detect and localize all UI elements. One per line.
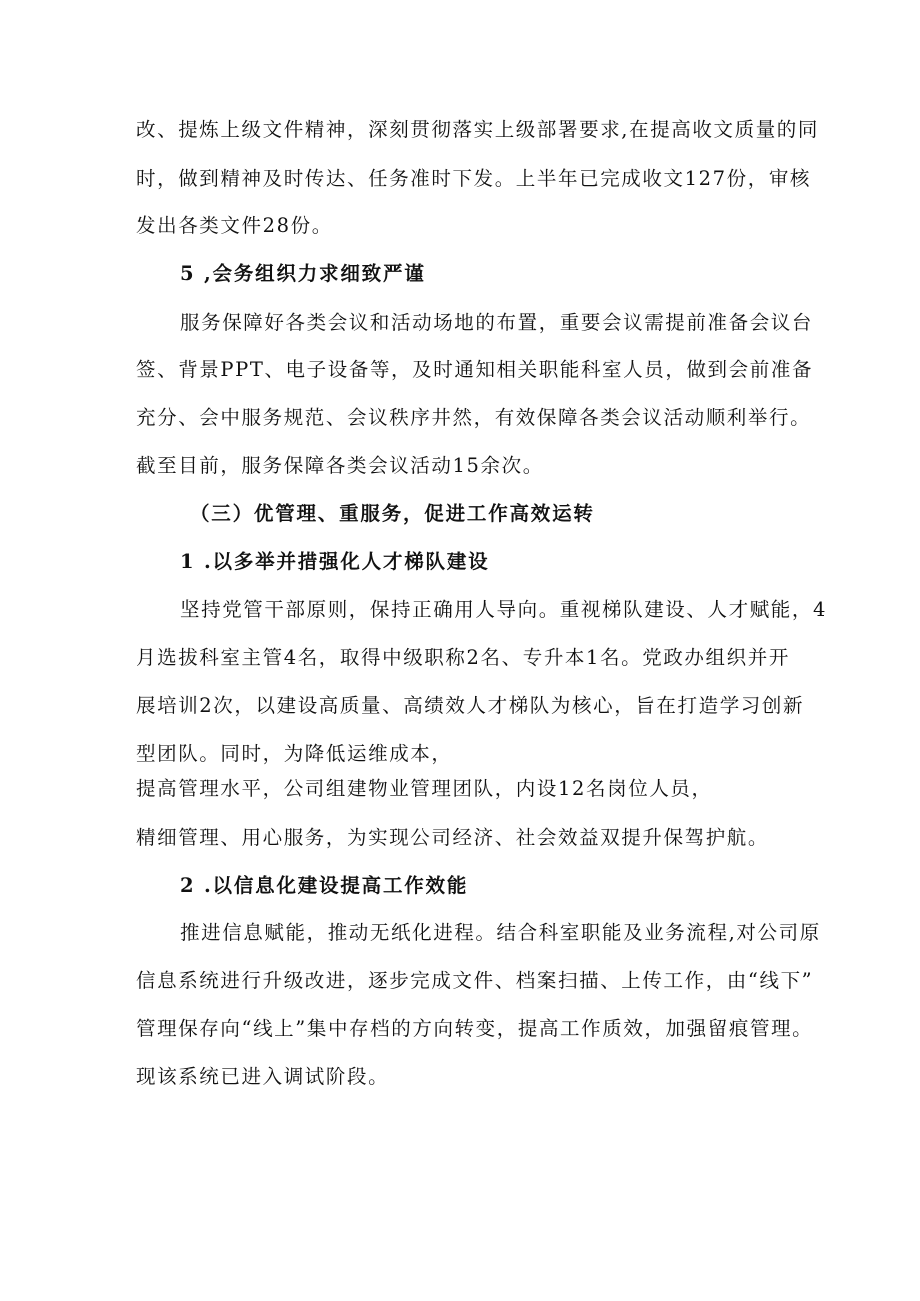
paragraph-line: 改、提炼上级文件精神，深刻贯彻落实上级部署要求,在提高收文质量的同 bbox=[136, 118, 819, 141]
paragraph-line: 坚持党管干部原则，保持正确用人导向。重视梯队建设、人才赋能，4 bbox=[180, 598, 828, 621]
section-heading-1: 1 .以多举并措强化人才梯队建设 bbox=[180, 550, 490, 573]
section-heading-2: 2 .以信息化建设提高工作效能 bbox=[180, 874, 469, 897]
paragraph-line: 推进信息赋能，推动无纸化进程。结合科室职能及业务流程,对公司原 bbox=[180, 921, 821, 944]
paragraph-line: 型团队。同时，为降低运维成本， bbox=[136, 742, 453, 765]
paragraph-line: 提高管理水平，公司组建物业管理团队，内设12名岗位人员， bbox=[136, 777, 713, 800]
paragraph-line: 月选拔科室主管4名，取得中级职称2名、专升本1名。党政办组织并开 bbox=[136, 646, 790, 669]
paragraph-line: 现该系统已进入调试阶段。 bbox=[136, 1065, 390, 1088]
paragraph-line: 时，做到精神及时传达、任务准时下发。上半年已完成收文127份，审核 bbox=[136, 167, 812, 190]
paragraph-line: 服务保障好各类会议和活动场地的布置，重要会议需提前准备会议台 bbox=[180, 311, 814, 334]
paragraph-line: 充分、会中服务规范、会议秩序井然，有效保障各类会议活动顺利举行。 bbox=[136, 406, 812, 429]
paragraph-line: 发出各类文件28份。 bbox=[136, 214, 333, 237]
paragraph-line: 信息系统进行升级改进，逐步完成文件、档案扫描、上传工作，由“线下” bbox=[136, 969, 814, 992]
paragraph-line: 截至目前，服务保障各类会议活动15余次。 bbox=[136, 454, 544, 477]
section-heading-5: 5 ,会务组织力求细致严谨 bbox=[180, 262, 426, 285]
paragraph-line: 管理保存向“线上”集中存档的方向转变，提高工作质效，加强留痕管理。 bbox=[136, 1017, 814, 1040]
section-heading-3: （三）优管理、重服务，促进工作高效运转 bbox=[190, 502, 595, 525]
paragraph-line: 展培训2次，以建设高质量、高绩效人才梯队为核心，旨在打造学习创新 bbox=[136, 694, 805, 717]
paragraph-line: 签、背景PPT、电子设备等，及时通知相关职能科室人员，做到会前准备 bbox=[136, 358, 814, 381]
paragraph-line: 精细管理、用心服务，为实现公司经济、社会效益双提升保驾护航。 bbox=[136, 826, 770, 849]
